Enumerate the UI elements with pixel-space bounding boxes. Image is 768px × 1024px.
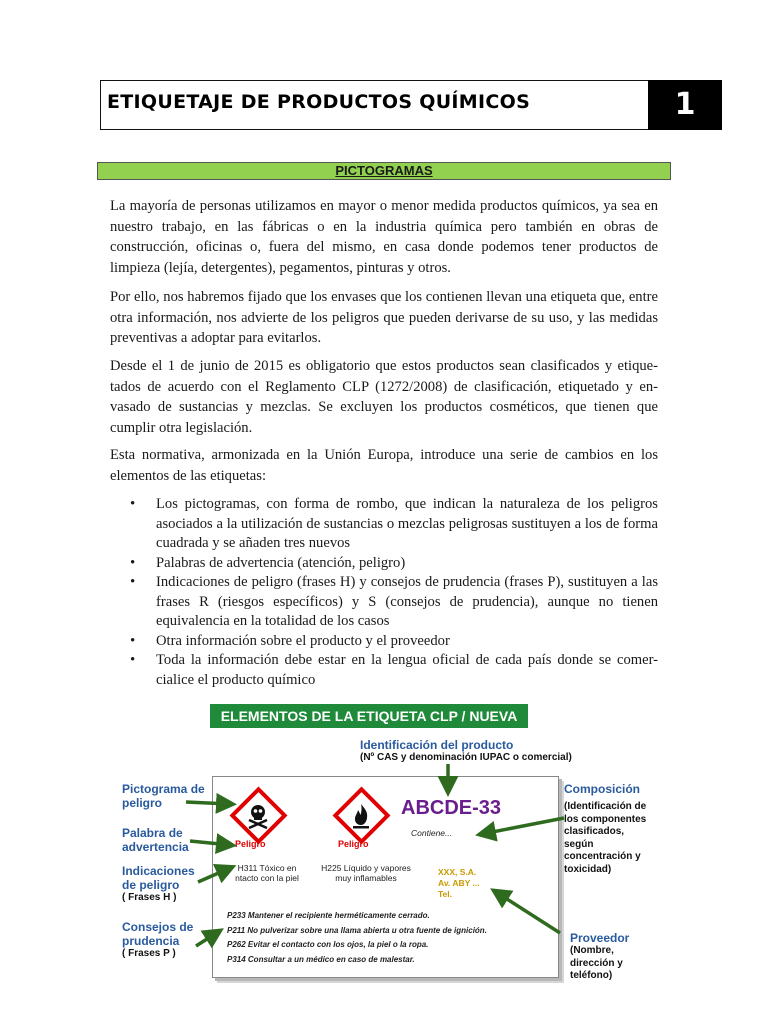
palabra-label: Palabra de advertencia bbox=[122, 826, 189, 854]
paragraph-2: Por ello, nos habremos fijado que los envases que los contienen llevan una etiqueta que, entre otra información, nos advierte de los peligros que pueden derivarse de su uso, y las medidas preventivas a adoptar para evitarlos. bbox=[110, 289, 658, 346]
consejos-label: Consejos de prudencia ( Frases P ) bbox=[122, 920, 194, 959]
composicion-desc: (Identificación de los componentes clasificados, según concentración y toxicidad) bbox=[564, 801, 647, 875]
clp-label-figure bbox=[110, 700, 670, 990]
arrow-hazard-statements bbox=[198, 868, 230, 882]
list-item: • Indicaciones de peligro (frases H) y consejos de prudencia (frases P), sustituyen a las frases R (riesgos específicos) y S (consejos de prudencia), aunque no tienen equivalencia en la totalidad de los casos bbox=[110, 573, 658, 632]
ident-title: Identificación del producto bbox=[360, 738, 514, 752]
pict-label: Pictograma de peligro bbox=[122, 782, 205, 810]
paragraph-3: Desde el 1 de junio de 2015 es obligatorio que estos productos sean clasificados y etique-tados de acuerdo con el Reglamento CLP (1272/2008) de clasificación, etiquetado y en-vasado de sustancias y mezclas. Se excluyen los productos cosméticos, que tienen que cumplir otra legislación. bbox=[110, 358, 658, 436]
document-title: ETIQUETAJE DE PRODUCTOS QUÍMICOS bbox=[107, 91, 531, 113]
list-item: • Los pictogramas, con forma de rombo, que indican la naturaleza de los peligros asociados a la utilización de sustancias o mezclas peligrosas sustituyen a los de forma cuadrada y se añaden tres nuevos bbox=[110, 495, 658, 554]
ident-subtitle: (Nº CAS y denominación IUPAC o comercial) bbox=[360, 752, 572, 763]
composicion-title: Composición bbox=[564, 782, 641, 796]
list-item: • Toda la información debe estar en la lengua oficial de cada país donde se comer-cialice el producto químico bbox=[110, 651, 658, 690]
figure-banner: ELEMENTOS DE LA ETIQUETA CLP / NUEVA bbox=[210, 704, 528, 728]
paragraph-4: Esta normativa, armonizada en la Unión Europa, introduce una serie de cambios en los elementos de las etiquetas: bbox=[110, 447, 658, 484]
arrow-precautionary bbox=[196, 932, 218, 946]
precautionary-statements: P233 Mantener el recipiente herméticamente cerrado. P211 No pulverizar sobre una llama abierta u otra fuente de ignición. P262 Evitar el contacto con los ojos, la piel o la ropa. P314 Consultar a un médico en caso de malestar. bbox=[227, 911, 487, 964]
callout-arrows bbox=[110, 700, 670, 990]
signal-word-2: Peligro bbox=[338, 839, 369, 849]
contains-text: Contiene... bbox=[411, 828, 453, 838]
bullet-list bbox=[110, 495, 658, 690]
signal-word-1: Peligro bbox=[235, 839, 266, 849]
proveedor-desc: (Nombre, dirección y teléfono) bbox=[570, 945, 623, 981]
indicaciones-label: Indicaciones de peligro ( Frases H ) bbox=[122, 864, 195, 903]
arrow-supplier bbox=[496, 892, 560, 933]
hazard-statement-h225: H225 Líquido y vapores muy inflamables bbox=[321, 863, 411, 883]
hazard-statement-h311: H311 Tóxico en ntacto con la piel bbox=[235, 863, 299, 883]
list-item: • Otra información sobre el producto y el proveedor bbox=[110, 632, 658, 652]
list-item: • Palabras de advertencia (atención, peligro) bbox=[110, 554, 658, 574]
proveedor-title: Proveedor bbox=[570, 931, 630, 945]
title-box bbox=[100, 80, 722, 130]
arrow-signal-word bbox=[190, 841, 230, 845]
supplier-info: XXX, S.A. Av. ABY ... Tel. bbox=[438, 867, 480, 899]
paragraph-1: La mayoría de personas utilizamos en mayor o menor medida productos químicos, ya sea en nuestro trabajo, en las fábricas o en la industria química pero también en obras de construcción, oficinas o, fuera del mismo, en casa donde podemos tener productos de limpieza (lejía, detergentes), pegamentos, pinturas y otros. bbox=[110, 198, 658, 276]
product-identifier: ABCDE-33 bbox=[401, 797, 502, 819]
arrow-composition bbox=[482, 818, 564, 834]
section-heading: PICTOGRAMAS bbox=[97, 162, 671, 180]
arrow-pictogram bbox=[186, 802, 230, 804]
chapter-number: 1 bbox=[648, 80, 722, 130]
